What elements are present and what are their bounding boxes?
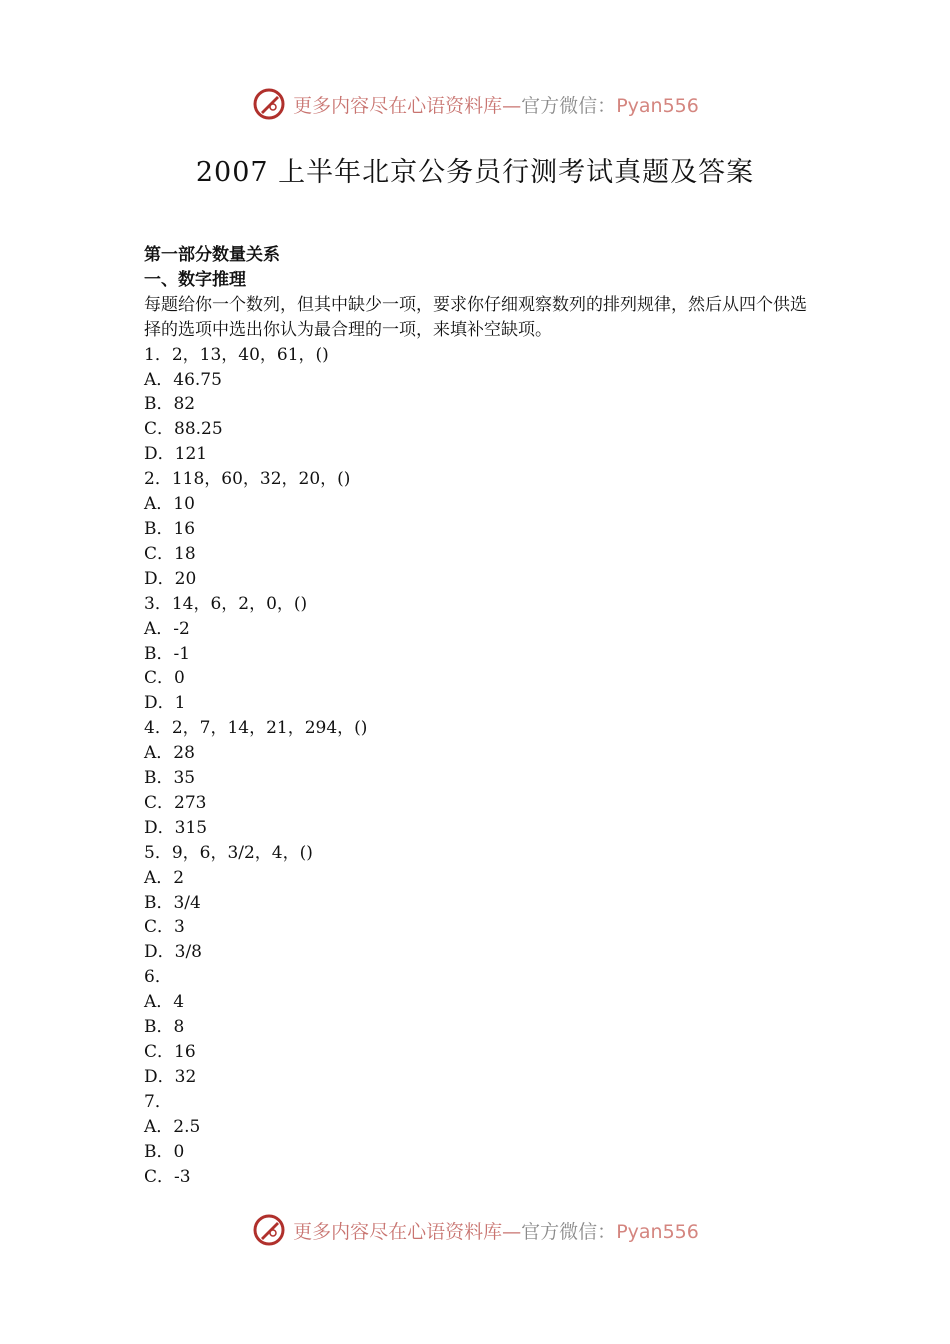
instructions-paragraph: 每题给你一个数列，但其中缺少一项，要求你仔细观察数列的排列规律，然后从四个供选择的选项中选出你认为最合理的一项，来填补空缺项。 — [144, 294, 807, 340]
option-line: A．2 — [144, 867, 185, 888]
header-banner — [0, 84, 950, 124]
question-line: 7． — [144, 1091, 172, 1112]
option-line: D．20 — [144, 568, 197, 589]
footer-banner — [0, 1210, 950, 1250]
option-line: C．0 — [144, 668, 185, 689]
option-line: B．82 — [144, 394, 196, 415]
option-line: A．28 — [144, 743, 195, 764]
question-line: 1．2，13，40，61，() — [144, 344, 329, 365]
banner-text: 更多内容尽在心语资料库—官方微信：Pyan556 — [293, 94, 699, 117]
option-line: B．35 — [144, 768, 196, 789]
option-line: A．10 — [144, 494, 195, 515]
option-line: C．16 — [144, 1042, 196, 1062]
question-line: 4．2，7，14，21，294，() — [144, 718, 368, 739]
question-line: 2．118，60，32，20，() — [144, 469, 351, 490]
option-line: D．3/8 — [144, 942, 202, 963]
document-title: 2007 上半年北京公务员行测考试真题及答案 — [195, 157, 755, 188]
option-line: D．315 — [144, 817, 208, 838]
option-line: C．18 — [144, 543, 196, 564]
subsection-heading: 一、数字推理 — [144, 269, 246, 290]
option-line: C．-3 — [144, 1166, 191, 1187]
option-line: A．-2 — [144, 618, 190, 639]
option-line: D．121 — [144, 444, 208, 465]
question-line: 6． — [144, 967, 172, 988]
option-line: C．273 — [144, 792, 207, 813]
option-line: B．-1 — [144, 643, 191, 664]
banner-text: 更多内容尽在心语资料库—官方微信：Pyan556 — [293, 1220, 699, 1243]
option-line: D．32 — [144, 1066, 197, 1087]
question-line: 3．14，6，2，0，() — [144, 593, 308, 614]
option-line: C．3 — [144, 917, 185, 938]
option-line: B．0 — [144, 1141, 185, 1162]
pen-logo-icon — [251, 86, 287, 122]
option-line: B．16 — [144, 518, 196, 539]
question-list — [144, 343, 814, 1190]
option-line: A．46.75 — [144, 369, 222, 390]
option-line: D．1 — [144, 693, 186, 714]
question-line: 5．9，6，3/2，4，() — [144, 842, 313, 863]
option-line: A．4 — [144, 992, 185, 1013]
option-line: A．2.5 — [144, 1116, 201, 1137]
section-heading: 第一部分数量关系 — [144, 245, 280, 265]
pen-logo-icon — [251, 1212, 287, 1248]
option-line: B．3/4 — [144, 892, 201, 913]
option-line: B．8 — [144, 1017, 185, 1038]
option-line: C．88.25 — [144, 419, 223, 440]
document-body — [144, 243, 814, 1189]
